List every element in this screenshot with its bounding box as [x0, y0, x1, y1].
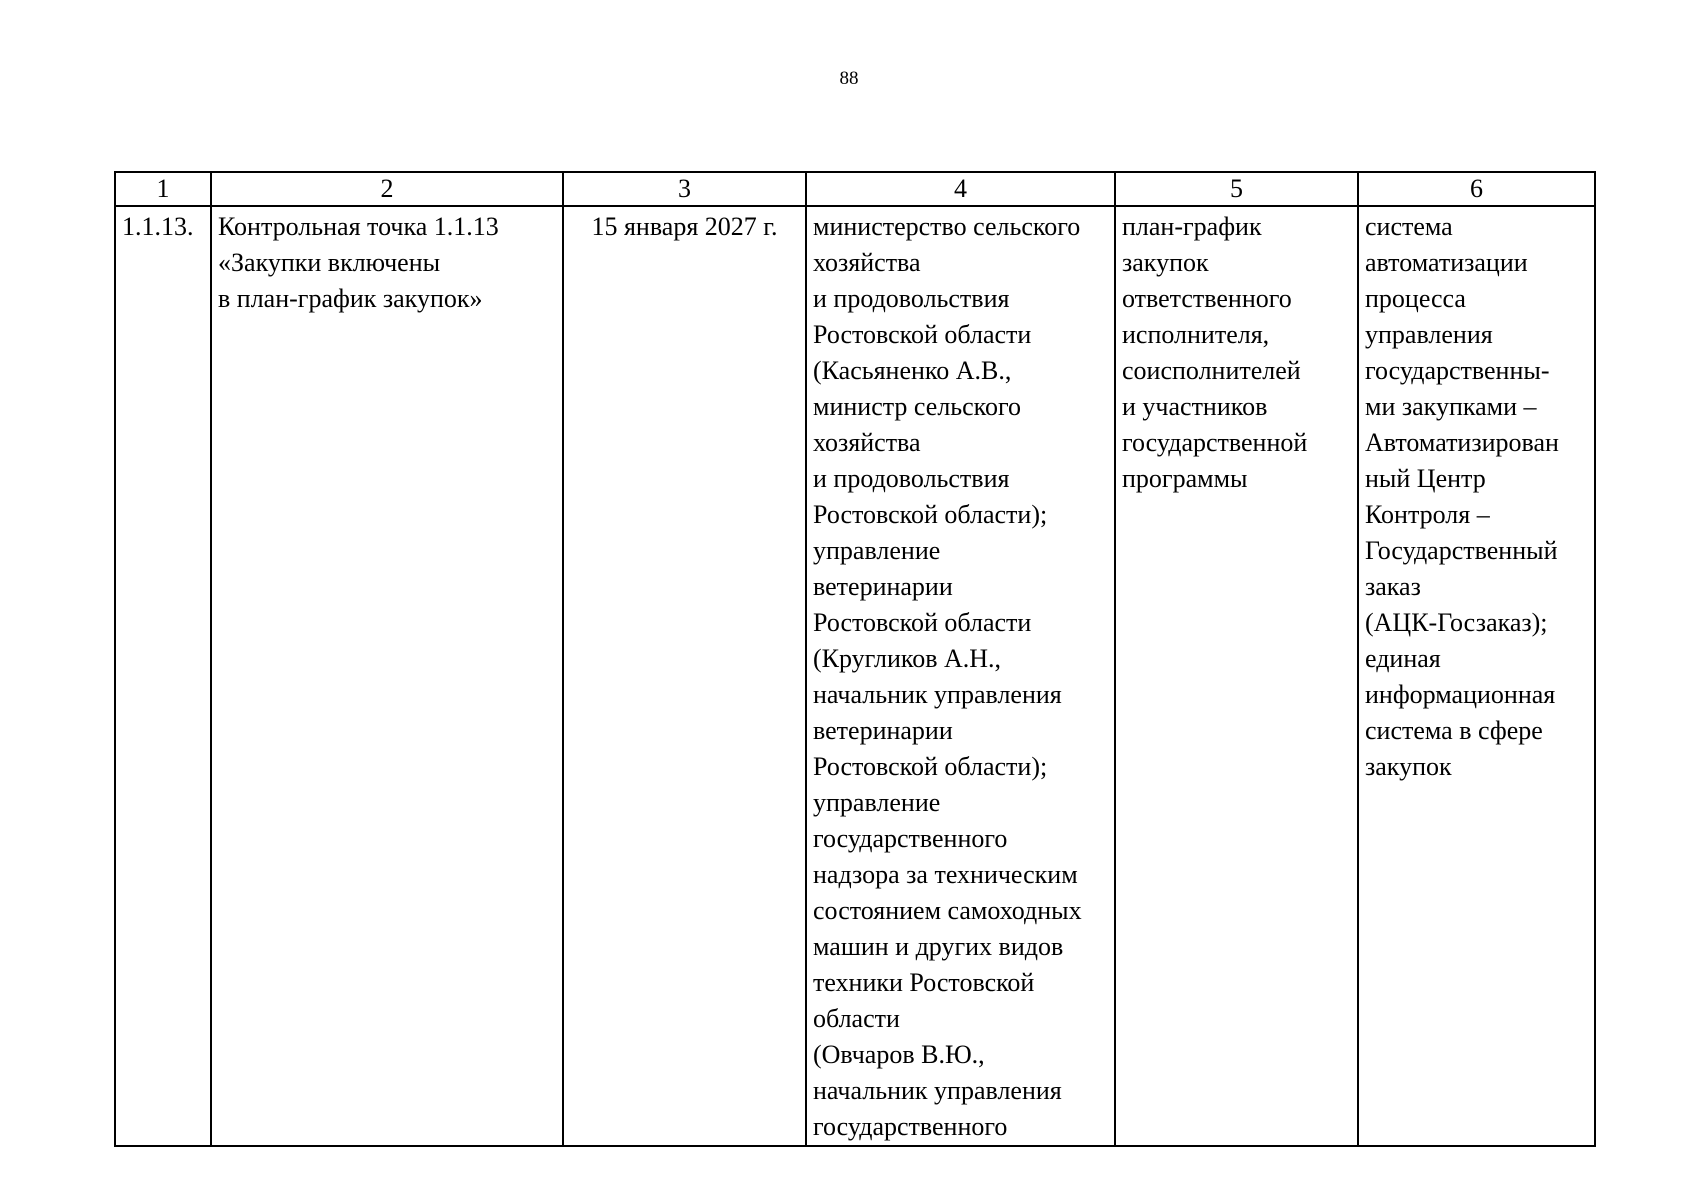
cell-text-line: состоянием самоходных	[813, 896, 1082, 925]
column-header-6: 6	[1358, 172, 1595, 206]
cell-text-line: и продовольствия	[813, 464, 1010, 493]
cell-text-line: система	[1365, 212, 1453, 241]
cell-text-line: хозяйства	[813, 248, 921, 277]
deadline-cell	[563, 206, 806, 1146]
cell-text-line: ответственного	[1122, 284, 1292, 313]
cell-text-line: ми закупками –	[1365, 392, 1537, 421]
information-system	[1365, 209, 1588, 785]
cell-text-line: начальник управления	[813, 680, 1062, 709]
control-point-name	[218, 209, 556, 317]
cell-text-line: и продовольствия	[813, 284, 1010, 313]
responsible-cell	[806, 206, 1115, 1146]
cell-text-line: соисполнителей	[1122, 356, 1301, 385]
cell-text-line: государственны-	[1365, 356, 1550, 385]
document-cell	[1115, 206, 1358, 1146]
cell-text-line: ветеринарии	[813, 572, 953, 601]
cell-text-line: надзора за техническим	[813, 860, 1078, 889]
cell-text-line: Государственный	[1365, 536, 1558, 565]
information-system-cell	[1358, 206, 1595, 1146]
control-point-name-cell	[211, 206, 563, 1146]
cell-text-line: Ростовской области	[813, 608, 1032, 637]
cell-text-line: в план-график закупок»	[218, 284, 483, 313]
cell-text-line: автоматизации	[1365, 248, 1528, 277]
column-header-3: 3	[563, 172, 806, 206]
table-row	[115, 206, 1595, 1146]
responsible-executors	[813, 209, 1108, 1145]
cell-text-line: Автоматизирован	[1365, 428, 1559, 457]
cell-text-line: программы	[1122, 464, 1248, 493]
cell-text-line: хозяйства	[813, 428, 921, 457]
cell-text-line: «Закупки включены	[218, 248, 441, 277]
cell-text-line: исполнителя,	[1122, 320, 1270, 349]
deadline-date: 15 января 2027 г.	[591, 212, 778, 241]
cell-text-line: закупок	[1122, 248, 1209, 277]
control-points-table	[114, 171, 1596, 1147]
confirming-document	[1122, 209, 1351, 497]
cell-text-line: система в сфере	[1365, 716, 1543, 745]
cell-text-line: области	[813, 1004, 900, 1033]
row-number-cell	[115, 206, 211, 1146]
cell-text-line: Ростовской области);	[813, 500, 1048, 529]
cell-text-line: Контрольная точка 1.1.13	[218, 212, 499, 241]
column-header-4: 4	[806, 172, 1115, 206]
cell-text-line: машин и других видов	[813, 932, 1064, 961]
cell-text-line: техники Ростовской	[813, 968, 1035, 997]
cell-text-line: заказ	[1365, 572, 1421, 601]
page-number: 88	[839, 68, 859, 89]
cell-text-line: единая	[1365, 644, 1441, 673]
cell-text-line: (АЦК-Госзаказ);	[1365, 608, 1548, 637]
table-header-row	[115, 172, 1595, 206]
cell-text-line: план-график	[1122, 212, 1262, 241]
cell-text-line: (Кругликов А.Н.,	[813, 644, 1002, 673]
cell-text-line: управления	[1365, 320, 1493, 349]
cell-text-line: ный Центр	[1365, 464, 1486, 493]
cell-text-line: и участников	[1122, 392, 1268, 421]
row-number: 1.1.13.	[122, 212, 194, 241]
cell-text-line: начальник управления	[813, 1076, 1062, 1105]
cell-text-line: управление	[813, 788, 941, 817]
cell-text-line: государственного	[813, 1112, 1008, 1141]
column-header-5: 5	[1115, 172, 1358, 206]
cell-text-line: министерство сельского	[813, 212, 1081, 241]
cell-text-line: Ростовской области);	[813, 752, 1048, 781]
cell-text-line: закупок	[1365, 752, 1452, 781]
cell-text-line: управление	[813, 536, 941, 565]
cell-text-line: государственного	[813, 824, 1008, 853]
cell-text-line: (Касьяненко А.В.,	[813, 356, 1012, 385]
column-header-1: 1	[115, 172, 211, 206]
cell-text-line: информационная	[1365, 680, 1556, 709]
cell-text-line: Контроля –	[1365, 500, 1490, 529]
cell-text-line: Ростовской области	[813, 320, 1032, 349]
cell-text-line: процесса	[1365, 284, 1466, 313]
cell-text-line: министр сельского	[813, 392, 1022, 421]
cell-text-line: государственной	[1122, 428, 1308, 457]
column-header-2: 2	[211, 172, 563, 206]
cell-text-line: ветеринарии	[813, 716, 953, 745]
cell-text-line: (Овчаров В.Ю.,	[813, 1040, 985, 1069]
